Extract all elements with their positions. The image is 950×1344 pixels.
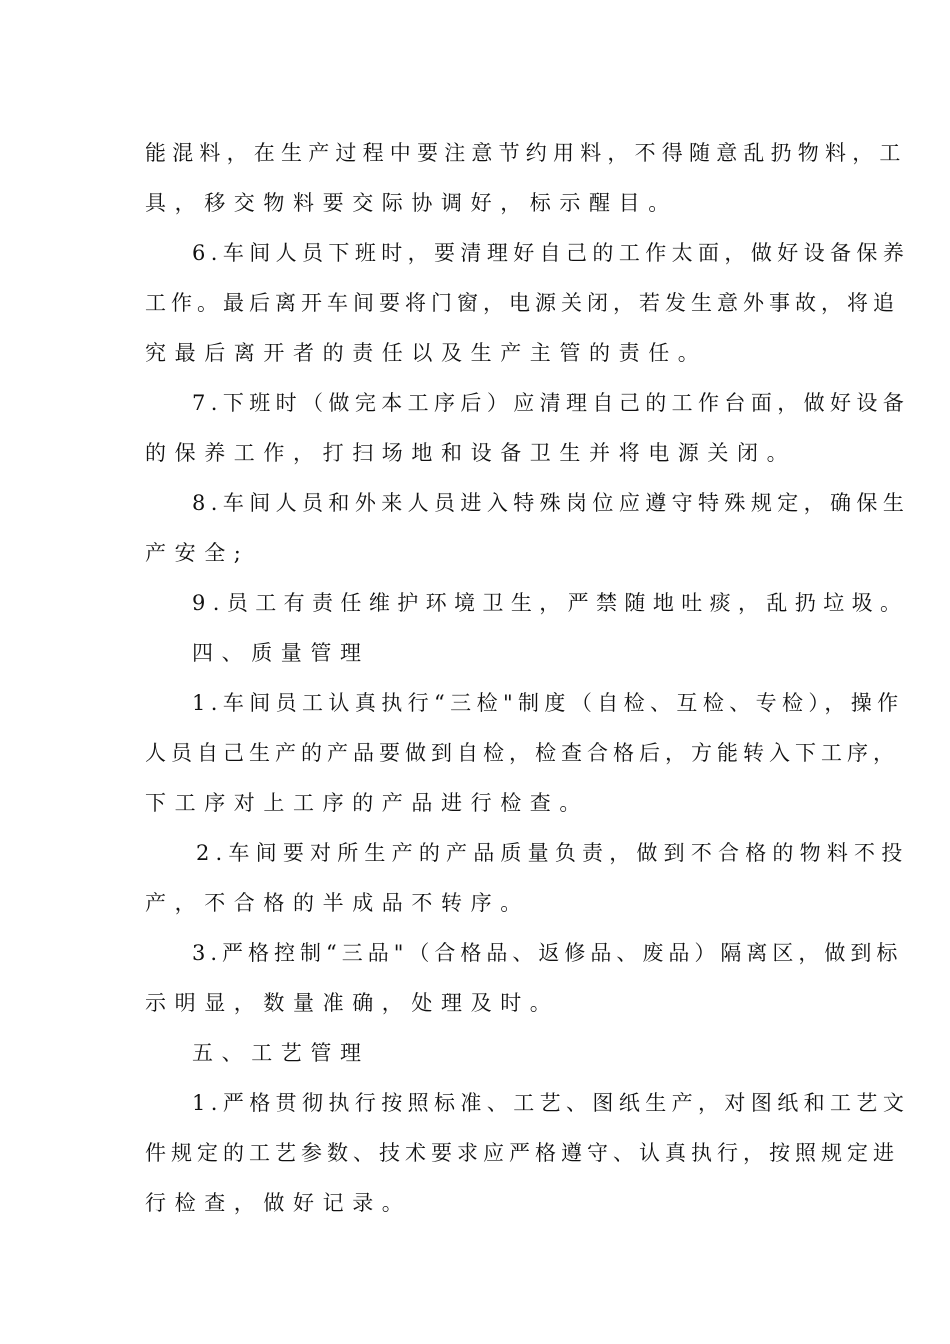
text-line: 产安全; [145,541,250,565]
text-line: 1.严格贯彻执行按照标准、工艺、图纸生产，对图纸和工艺文 [192,1091,910,1115]
text-line: 产，不合格的半成品不转序。 [145,891,530,915]
text-line: 2.车间要对所生产的产品质量负责，做到不合格的物料不投 [196,841,909,865]
text-line: 能混料，在生产过程中要注意节约用料，不得随意乱扔物料，工 [145,141,907,165]
text-line: 8.车间人员和外来人员进入特殊岗位应遵守特殊规定，确保生 [192,491,910,515]
text-line: 3.严格控制“三品"（合格品、返修品、废品）隔离区，做到标 [192,941,903,965]
text-line: 1.车间员工认真执行“三检"制度（自检、互检、专检），操作 [192,691,904,715]
text-line: 人员自己生产的产品要做到自检，检查合格后，方能转入下工序， [145,741,899,765]
text-line: 件规定的工艺参数、技术要求应严格遵守、认真执行，按照规定进 [145,1141,899,1165]
text-line: 9.员工有责任维护环境卫生，严禁随地吐痰，乱扔垃圾。 [192,591,909,615]
text-line: 的保养工作，打扫场地和设备卫生并将电源关闭。 [145,441,797,465]
section-heading: 四、质量管理 [192,641,370,665]
text-line: 具，移交物料要交际协调好，标示醒目。 [145,191,678,215]
text-line: 示明显，数量准确，处理及时。 [145,991,560,1015]
text-line: 行检查，做好记录。 [145,1191,412,1215]
section-heading: 五、工艺管理 [192,1041,370,1065]
text-line: 工作。最后离开车间要将门窗，电源关闭，若发生意外事故，将追 [145,291,899,315]
text-line: 6.车间人员下班时，要清理好自己的工作太面，做好设备保养 [192,241,910,265]
text-line: 7.下班时（做完本工序后）应清理自己的工作台面，做好设备 [192,391,910,415]
text-line: 究最后离开者的责任以及生产主管的责任。 [145,341,708,365]
text-line: 下工序对上工序的产品进行检查。 [145,791,589,815]
